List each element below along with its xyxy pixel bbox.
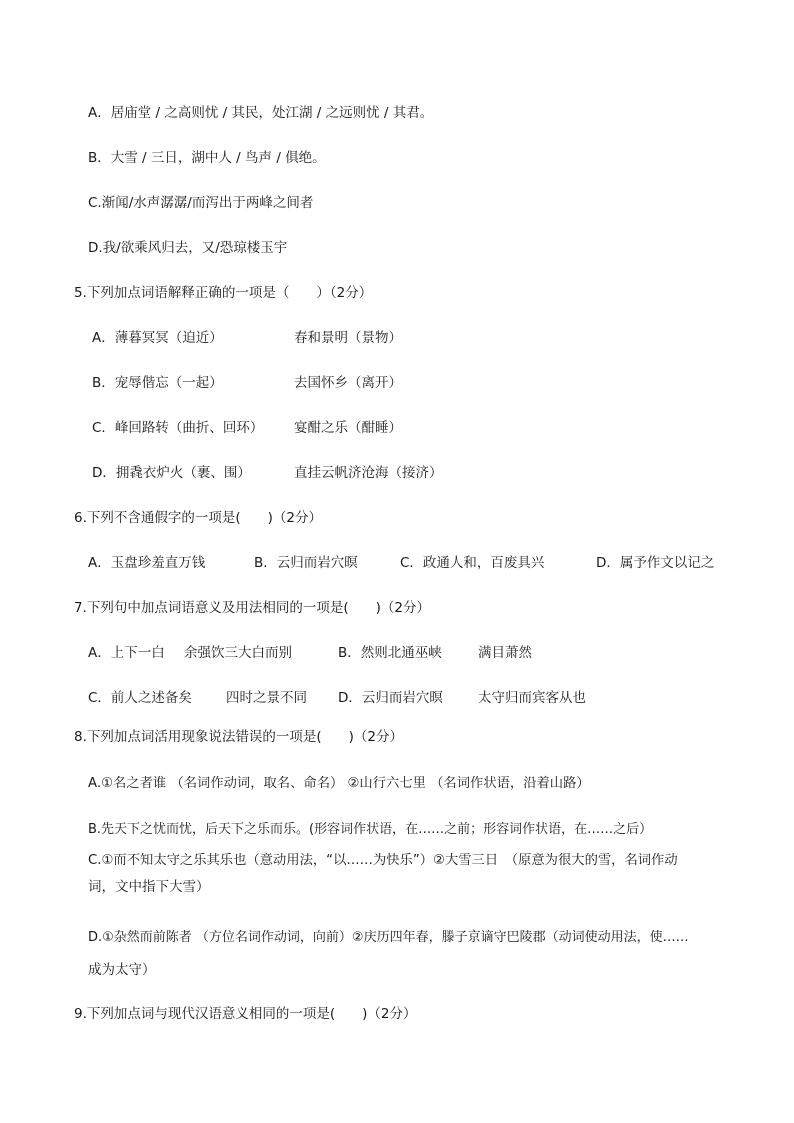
q4-option-a: A．居庙堂 / 之高则忧 / 其民，处江湖 / 之远则忧 / 其君。 (88, 105, 434, 121)
q6-option-a: A．玉盘珍羞直万钱 (88, 555, 206, 571)
q5-option-a-left: A．薄暮冥冥（迫近） (92, 330, 223, 346)
q8-option-c-cont: 词，文中指下大雪） (88, 879, 210, 895)
q4-option-b: B．大雪 / 三日，湖中人 / 鸟声 / 俱绝。 (88, 150, 326, 166)
q7-stem: 7.下列句中加点词语意义及用法相同的一项是( )（2分） (74, 600, 431, 616)
q7-option-d-left: D．云归而岩穴暝 (338, 690, 443, 706)
q8-stem: 8.下列加点词活用现象说法错误的一项是( )（2分） (74, 729, 404, 745)
q7-option-d-right: 太守归而宾客从也 (478, 690, 586, 706)
q5-option-c-left: C．峰回路转（曲折、回环） (92, 420, 264, 436)
q7-option-c-left: C．前人之述备矣 (88, 690, 192, 706)
q7-option-b-right: 满目萧然 (478, 645, 532, 661)
q7-option-c-right: 四时之景不同 (226, 690, 307, 706)
q5-stem: 5.下列加点词语解释正确的一项是（ ）（2分） (74, 285, 373, 301)
q8-option-b: B.先天下之忧而忧，后天下之乐而乐。(形容词作状语，在……之前；形容词作状语，在……之后） (88, 822, 653, 837)
q7-option-a-left: A．上下一白 (88, 645, 165, 661)
q8-option-a: A.①名之者谁 （名词作动词，取名、命名） ②山行六七里 （名词作状语，沿着山路） (88, 776, 590, 791)
q9-stem: 9.下列加点词与现代汉语意义相同的一项是( )（2分） (74, 1006, 417, 1022)
q4-option-d: D.我/欲乘风归去，又/恐琼楼玉宇 (88, 240, 288, 256)
q8-option-d: D.①杂然而前陈者 （方位名词作动词，向前）②庆历四年春，滕子京谪守巴陵郡（动词使动用法，使…… (88, 930, 689, 945)
q5-option-b-right: 去国怀乡（离开） (294, 375, 402, 391)
q8-option-d-cont: 成为太守） (88, 962, 156, 978)
q4-option-c: C.渐闻/水声潺潺/而泻出于两峰之间者 (88, 195, 314, 211)
q6-option-d: D．属予作文以记之 (596, 555, 715, 571)
q5-option-d-right: 直挂云帆济沧海（接济） (294, 465, 443, 481)
q5-option-d-left: D．拥毳衣炉火（裹、围） (92, 465, 251, 481)
q6-option-c: C．政通人和，百废具兴 (400, 555, 545, 571)
q8-option-c: C.①而不知太守之乐其乐也（意动用法，“以……为快乐”）②大雪三日 （原意为很大的雪，名词作动 (88, 853, 678, 868)
q7-option-b-left: B．然则北通巫峡 (338, 645, 442, 661)
q5-option-a-right: 春和景明（景物） (294, 330, 402, 346)
q7-option-a-right: 余强饮三大白而别 (184, 645, 292, 661)
q5-option-c-right: 宴酣之乐（酣睡） (294, 420, 402, 436)
q6-option-b: B．云归而岩穴暝 (254, 555, 358, 571)
q5-option-b-left: B．宠辱偕忘（一起） (92, 375, 223, 391)
q6-stem: 6.下列不含通假字的一项是( )（2分） (74, 510, 323, 526)
